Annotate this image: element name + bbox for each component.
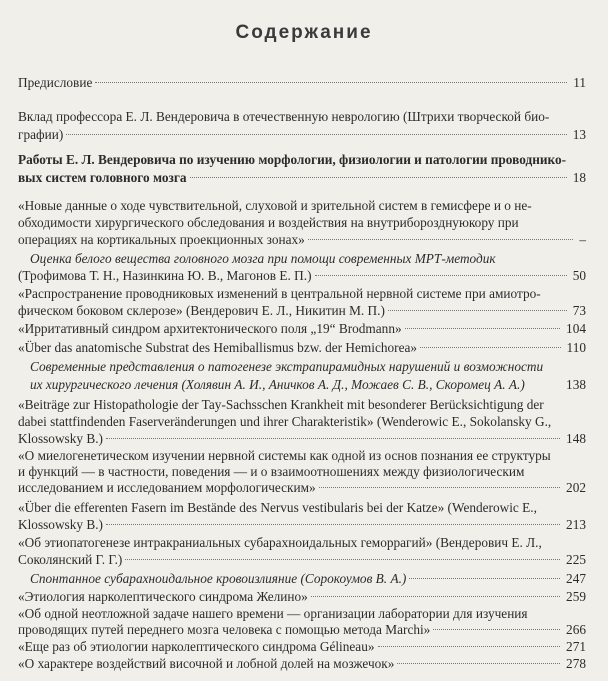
toc-entry-text: «Об этиопатогенезе интракраниальных субарахноидальных геморрагий» (Вендерович Е. Л.,	[18, 535, 542, 551]
toc-entry	[18, 656, 588, 671]
toc-entry	[18, 321, 588, 337]
toc-entry-text: Klossowsky B.)	[18, 430, 103, 446]
dot-leader	[106, 524, 560, 525]
toc-entry	[18, 396, 588, 447]
dot-leader	[125, 559, 560, 560]
toc-entry-text: Спонтанное субарахноидальное кровоизлияние (Сорокоумов В. А.)	[30, 571, 407, 587]
toc-entry-text: их хирургического лечения (Холявин А. И., Аничков А. Д., Можаев С. В., Скоромец А. А.)	[30, 377, 525, 393]
toc-page-number: 18	[572, 169, 586, 185]
toc-entry-text: «Еще раз об этиологии нарколептического синдрома Gélineau»	[18, 639, 375, 655]
dot-leader	[409, 578, 560, 579]
toc-entry	[18, 285, 588, 319]
toc-entry-commentary	[18, 358, 588, 394]
dot-leader	[66, 134, 566, 135]
toc-entry-text: обходимости хирургического обследования и воздействия на внутриборозднуюкору при	[18, 214, 519, 230]
toc-page-number: 50	[572, 267, 586, 283]
toc-entry-text: «Ирритативный синдром архитектонического поля „19“ Brodmann»	[18, 321, 402, 336]
toc-entry-text: и функций — в частности, поведения — и о взаимоотношениях между физиологическим	[18, 464, 525, 480]
dot-leader	[378, 646, 561, 647]
toc-entry	[18, 639, 588, 654]
toc-page-number: 247	[566, 571, 586, 587]
toc-page-number: 148	[566, 430, 586, 446]
toc-entry-text: Вклад профессора Е. Л. Вендеровича в отечественную неврологию (Штрихи творческой био-	[18, 108, 550, 124]
toc-entry-text: «О миелогенетическом изучении нервной системы как одной из основ познания ее структуры	[18, 448, 551, 464]
dot-leader	[405, 328, 560, 329]
toc-entry-text: dabei stattfindenden Faserveränderungen und ihrer Charakteristik» (Wenderowic E., Sokolansky G.,	[18, 413, 552, 429]
toc-entry	[18, 534, 588, 568]
dot-leader	[190, 177, 567, 178]
toc-entry-text: исследованием и исследованием морфологическим»	[18, 480, 316, 496]
toc-page-number: 266	[566, 621, 586, 637]
dot-leader	[388, 310, 567, 311]
toc-entry-text: «Über das anatomische Substrat des Hemiballismus bzw. der Hemichorea»	[18, 339, 418, 355]
toc-entry	[18, 606, 588, 638]
toc-page-number: 271	[566, 639, 586, 655]
toc-page-number: 138	[566, 377, 586, 393]
toc-entry-preface	[18, 74, 588, 92]
toc-entry-text: вых систем головного мозга	[18, 169, 187, 185]
toc-entry-text: «Этиология нарколептического синдрома Желино»	[18, 588, 308, 604]
toc-entry-text: фическом боковом склерозе» (Вендерович Е. Л., Никитин М. П.)	[18, 303, 385, 319]
toc-entry-commentary	[18, 250, 588, 284]
dot-leader	[420, 347, 561, 348]
toc-entry-contribution	[18, 108, 588, 144]
toc-entry-text: «Об одной неотложной задаче нашего времени — организации лаборатории для изучения	[18, 605, 528, 621]
dot-leader	[106, 438, 560, 439]
toc-entry-text: Оценка белого вещества головного мозга при помощи современных МРТ-методик	[30, 250, 496, 266]
toc-entry-text: проводящих путей переднего мозга человека с помощью метода Marchi»	[18, 621, 431, 637]
toc-page-number: 202	[566, 480, 586, 496]
dot-leader	[397, 663, 560, 664]
toc-page-number: 225	[566, 552, 586, 568]
toc-entry-text: Предисловие	[18, 74, 93, 90]
toc-page-number: 104	[566, 321, 586, 336]
toc-page-number: 11	[573, 74, 586, 90]
dot-leader	[308, 239, 574, 240]
toc-entry	[18, 448, 588, 496]
toc-section-heading	[18, 151, 588, 187]
dot-leader	[315, 275, 567, 276]
toc-entry-text: «Über die efferenten Fasern im Bestände des Nervus vestibularis bei der Katze» (Wenderowic E.,	[18, 499, 537, 515]
page-title: Содержание	[235, 22, 373, 43]
toc-entry	[18, 339, 588, 357]
toc-entry-text: «О характере воздействий височной и лобной долей на мозжечок»	[18, 656, 395, 672]
toc-page-number: 110	[566, 339, 586, 355]
toc-entry-text: «Beiträge zur Histopathologie der Tay-Sachsschen Krankheit mit besonderer Berücksichtigung der	[18, 396, 544, 412]
toc-entry-text: Современные представления о патогенезе экстрапирамидных нарушений и возможности	[30, 359, 544, 375]
dot-leader	[95, 82, 567, 83]
toc-page-number: 213	[566, 516, 586, 532]
toc-entry-text: Соколянский Г. Г.)	[18, 552, 123, 568]
toc-page-number: –	[579, 231, 586, 247]
toc-entry-text: «Новые данные о ходе чувствительной, слуховой и зрительной систем в гемисфере и о не-	[18, 197, 532, 213]
dot-leader	[433, 629, 560, 630]
toc-entry-text: Работы Е. Л. Вендеровича по изучению морфологии, физиологии и патологии проводнико-	[18, 151, 567, 167]
toc-page-number: 259	[566, 588, 586, 604]
toc-entry	[18, 197, 588, 248]
toc-entry	[18, 499, 588, 533]
dot-leader	[311, 596, 560, 597]
toc-entry-text: графии)	[18, 126, 64, 142]
toc-entry-text: «Распространение проводниковых изменений в центральной нервной системе при амиотро-	[18, 286, 541, 302]
toc-entry	[18, 589, 588, 604]
toc-entry-commentary	[18, 570, 588, 587]
toc-page-number: 278	[566, 656, 586, 672]
toc-page-number: 73	[572, 303, 586, 319]
toc-page-number: 13	[572, 126, 586, 142]
dot-leader	[319, 487, 560, 488]
toc-entry-text: Klossowsky B.)	[18, 516, 103, 532]
toc-entry-text: операциях на кортикальных проекционных зонах»	[18, 231, 305, 247]
toc-entry-text: (Трофимова Т. Н., Назинкина Ю. В., Магонов Е. П.)	[18, 267, 312, 283]
